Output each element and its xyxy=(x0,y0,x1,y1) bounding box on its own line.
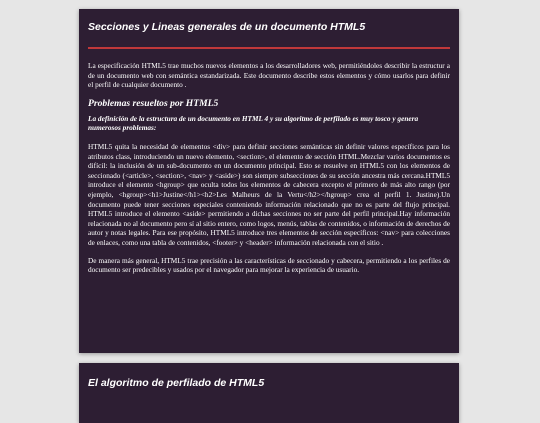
content-card-sections xyxy=(79,9,459,353)
title-divider xyxy=(88,47,450,49)
problems-lead: La definición de la estructura de un documento en HTML 4 y su algoritmo de perfilado es muy tosco y genera numerosos problemas: xyxy=(88,113,419,133)
problems-heading: Problemas resueltos por HTML5 xyxy=(88,97,219,109)
content-card-algorithm xyxy=(79,363,459,423)
closing-paragraph: De manera más general, HTML5 trae precisión a las características de seccionado y cabecera, permitiendo a los perfiles de documento ser predecibles y usados por el navegador para mejorar la experiencia de usuario. xyxy=(88,255,450,275)
algorithm-title: El algoritmo de perfilado de HTML5 xyxy=(88,377,265,389)
section-title: Secciones y Lineas generales de un documento HTML5 xyxy=(88,21,366,33)
intro-paragraph: La especificación HTML5 trae muchos nuevos elementos a los desarrolladores web, permitiéndoles describir la estructur a de un documento web con semántica estandarizada. Este documento describe estos elementos y cómo usarlos para definir el perfil de cualquier documento . xyxy=(88,61,450,90)
problems-body: HTML5 quita la necesidad de elementos <div> para definir secciones semánticas sin definir valores específicos para los atributos class, introduciendo un nuevo elemento, <section>, el elemento de sección HTML.Mezclar varios documentos es difícil: la inclusión de un sub-documento en un documento principal. Esto se resuelve en HTML5 con los elementos de seccionado (<article>, <section>, <nav> y <aside>) son siempre subsecciones de su sección ancestra más cercana.HTML5 introduce el elemento <hgroup> que oculta todos los elementos de cabecera excepto el primero de más alto rango (por ejemplo, <hgroup><h1>Justine</h1><h2>Les Malheurs de la Vertu</h2></hgroup> crea el perfil 1. Justine).Un documento puede tener secciones especiales conteniendo información relacionado que no es parte del flujo principal. HTML5 introduce el elemento <aside> permitiendo a dichas secciones no ser parte del perfil principal.Hay información relacionada no al documento pero sí al sitio entero, como logos, menús, tablas de contenidos, o información de derechos de autor y notas legales. Para ese propósito, HTML5 introduce tres elementos de sección específicos: <nav> para colecciones de enlaces, como una tabla de contenidos, <footer> y <header> información relacionada con el sitio . xyxy=(88,141,450,247)
